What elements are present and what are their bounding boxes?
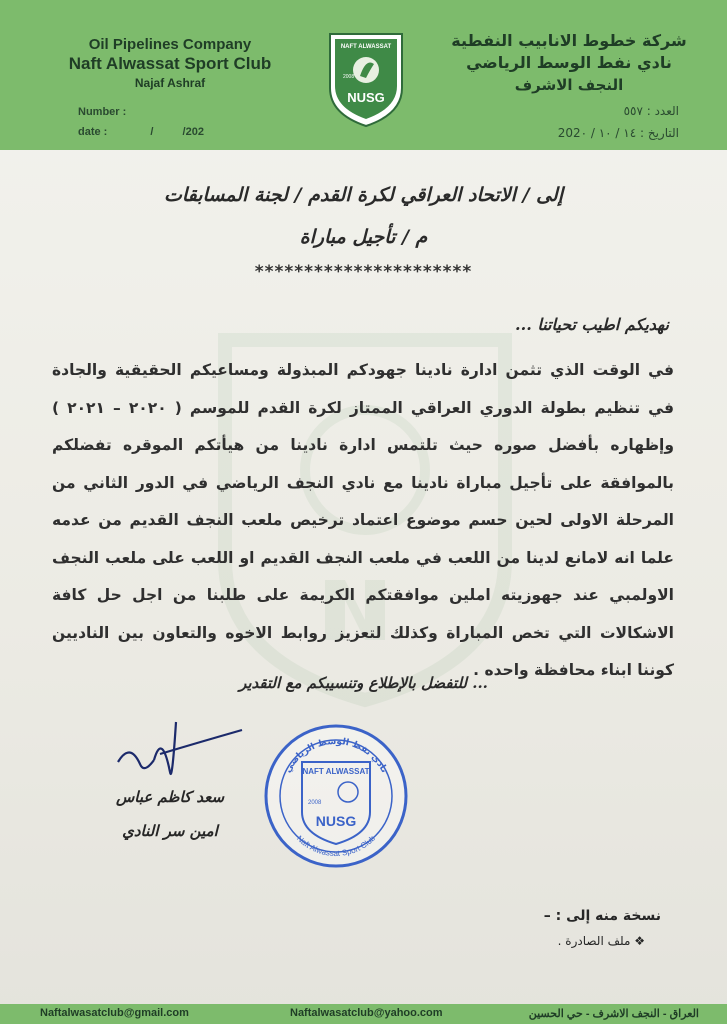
company-name-en: Oil Pipelines Company bbox=[88, 36, 252, 53]
club-logo-icon bbox=[326, 30, 406, 128]
footer-band bbox=[0, 1004, 727, 1024]
greeting: نهديكم اطيب تحياتنا ... bbox=[515, 315, 669, 334]
footer-yahoo: Naftalwasatclub@yahoo.com bbox=[290, 1007, 443, 1019]
number-label: Number : bbox=[78, 106, 127, 118]
date-label: date : bbox=[78, 126, 108, 138]
diamond-bullet-icon: ❖ bbox=[630, 934, 645, 948]
stamp-letters: NUSG bbox=[315, 813, 357, 829]
signer-name: سعد كاظم عباس bbox=[115, 788, 225, 806]
footer-address: العراق - النجف الاشرف - حي الحسين bbox=[528, 1008, 699, 1020]
separator-stars: ********************** bbox=[254, 262, 473, 282]
city-name-ar: النجف الاشرف bbox=[514, 76, 624, 94]
date-field-ar: التاريخ : ١٤ / ١٠ / 202٠ bbox=[557, 126, 679, 140]
number-field-ar: العدد : ٥٥٧ bbox=[623, 104, 679, 118]
copies-item: ❖ ملف الصادرة . bbox=[557, 934, 645, 948]
club-stamp-icon bbox=[262, 722, 410, 870]
subject-line: م / تأجيل مباراة bbox=[299, 226, 428, 248]
date-year: /202 bbox=[182, 126, 204, 138]
city-name-en: Najaf Ashraf bbox=[134, 76, 206, 90]
date-field-en bbox=[78, 126, 204, 138]
closing-line: ... للتفضل بالإطلاع وتنسيبكم مع التقدير bbox=[239, 674, 488, 692]
club-name-ar: نادي نفط الوسط الرياضي bbox=[466, 53, 672, 72]
logo-year: 2008 bbox=[343, 74, 355, 80]
stamp-bottom-text: Naft Alwassat Sport Club bbox=[295, 833, 377, 859]
handwritten-signature-icon bbox=[110, 702, 250, 792]
stamp-year: 2008 bbox=[308, 800, 322, 806]
date-separator: / bbox=[150, 126, 154, 138]
signer-title: امين سر النادي bbox=[122, 822, 218, 840]
company-name-ar: شركة خطوط الانابيب النفطية bbox=[451, 31, 687, 50]
letterhead-english bbox=[40, 36, 300, 92]
copies-title: نسخة منه إلى : – bbox=[543, 908, 661, 924]
stamp-top-text: NAFT ALWASSAT bbox=[302, 767, 370, 776]
club-name-en: Naft Alwassat Sport Club bbox=[68, 54, 272, 73]
letter-body: في الوقت الذي تثمن ادارة نادينا جهودكم المبذولة ومساعيكم الحقيقية والجادة في تنظيم بطولة الدوري العراقي الممتاز لكرة القدم للموسم ( ٢٠٢٠ – ٢٠٢١ ) وإظهاره بأفضل صوره حيث تلتمس ادارة نادينا من هيأتكم الموقره تفضلكم بالموافقة على تأجيل مباراة نادينا مع نادي النجف الرياضي في الدور الثاني من المرحلة الاولى لحين حسم موضوع اعتماد ترخيص ملعب النجف القديم من عدمه علما انه لامانع لدينا من اللعب في ملعب النجف القديم او اللعب على ملعب النجف الاولمبي عند جهوزيته املين موافقتكم الكريمة على طلبنا من اجل حل كافة الاشكالات التي تخص المباراة وكذلك لتعزيز روابط الاخوه والتعاون بين الناديين كوننا ابناء محافظة واحده . bbox=[52, 361, 674, 679]
letterhead bbox=[0, 0, 727, 150]
logo-letters: NUSG bbox=[347, 90, 385, 105]
letterhead-arabic bbox=[449, 30, 689, 96]
footer-gmail: Naftalwasatclub@gmail.com bbox=[40, 1007, 189, 1019]
recipient-line: إلى / الاتحاد العراقي لكرة القدم / لجنة المسابقات bbox=[163, 184, 563, 206]
logo-top-text: NAFT ALWASSAT bbox=[340, 44, 392, 50]
stamp-ring-text: نادي نفط الوسط الرياضي bbox=[283, 736, 389, 775]
